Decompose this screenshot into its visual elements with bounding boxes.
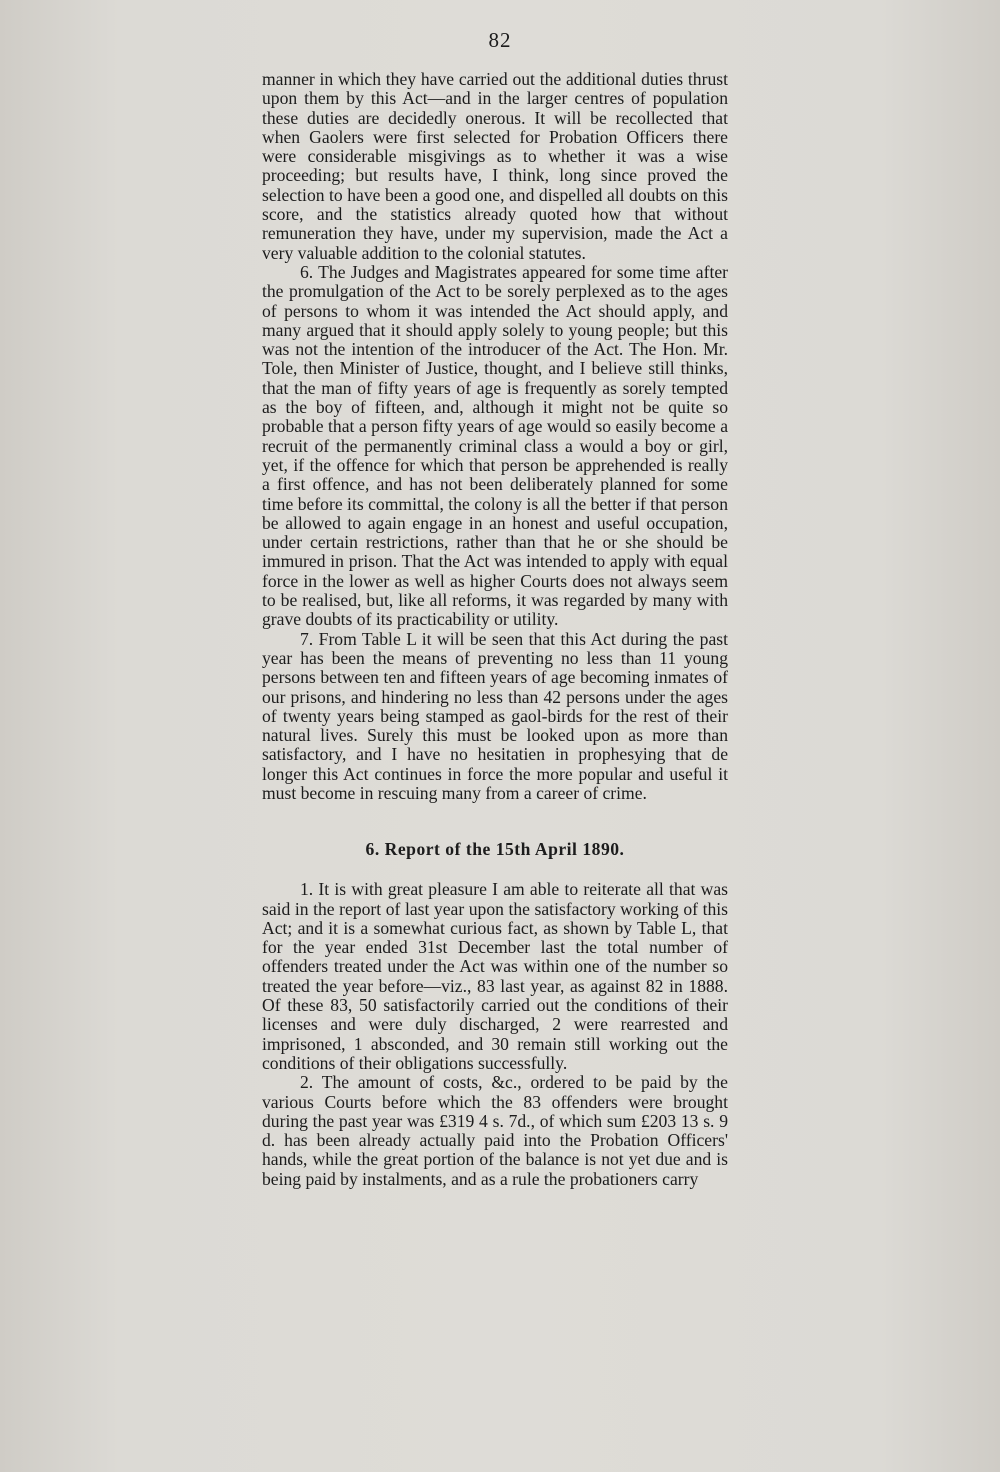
paragraph-6: 6. The Judges and Magistrates appeared for some time after the promulgation of the Act to be sorely perplexed as to the ages of persons to whom it was intended the Act should apply, and many argued that it should apply solely to young people; but this was not the intention of the introducer of the Act. The Hon. Mr. Tole, then Minister of Justice, thought, and I believe still thinks, that the man of fifty years of age is frequently as sorely tempted as the boy of fifteen, and, although it might not be quite so probable that a person fifty years of age would so easily become a recruit of the permanently criminal class a would a boy or girl, yet, if the offence for which that person be apprehended is really a first offence, and has not been deliberately planned for some time before its committal, the colony is all the better if that person be allowed to again engage in an honest and useful occupation, under certain restrictions, rather than that he or she should be immured in prison. That the Act was intended to apply with equal force in the lower as well as higher Courts does not always seem to be realised, but, like all reforms, it was regarded by many with grave doubts of its practicability or utility. — [262, 261, 728, 630]
section-heading: 6. Report of the 15th April 1890. — [365, 839, 625, 860]
paragraph-7: 7. From Table L it will be seen that this Act during the past year has been the means of preventing no less than 11 young persons between ten and fifteen years of age becoming inmates of our prisons, and hindering no less than 42 persons under the ages of twenty years being stamped as gaol-birds for the rest of their natural lives. Surely this must be looked upon as more than satisfactory, and I have no hesitatien in prophesying that de longer this Act continues in force the more popular and useful it must become in rescuing many from a career of crime. — [262, 628, 728, 803]
text-column — [262, 70, 728, 1189]
page-number: 82 — [488, 28, 512, 52]
section-paragraph-2: 2. The amount of costs, &c., ordered to be paid by the various Courts before which the 83 offenders were brought during the past year was £319 4 s. 7d., of which sum £203 13 s. 9 d. has been already actually paid into the Probation Officers' hands, while the great portion of the balance is not yet due and is being paid by instalments, and as a rule the probationers carry — [262, 1072, 728, 1189]
continued-paragraph: manner in which they have carried out the additional duties thrust upon them by this Act—and in the larger centres of population these duties are decidedly onerous. It will be recollected that when Gaolers were first selected for Probation Officers there were considerable misgivings as to whether it was a wise proceeding; but results have, I think, long since proved the selection to have been a good one, and dispelled all doubts on this score, and the statistics already quoted how that without remuneration they have, under my supervision, made the Act a very valuable addition to the colonial statutes. — [262, 69, 728, 263]
section-paragraph-1: 1. It is with great pleasure I am able to reiterate all that was said in the report of last year upon the satisfactory working of this Act; and it is a somewhat curious fact, as shown by Table L, that for the year ended 31st December last the total number of offenders treated under the Act was within one of the number so treated the year before—viz., 83 last year, as against 82 in 1888. Of these 83, 50 satisfactorily carried out the conditions of their licenses and were duly discharged, 2 were rearrested and imprisoned, 1 absconded, and 30 remain still working out the conditions of their obligations successfully. — [262, 879, 728, 1073]
